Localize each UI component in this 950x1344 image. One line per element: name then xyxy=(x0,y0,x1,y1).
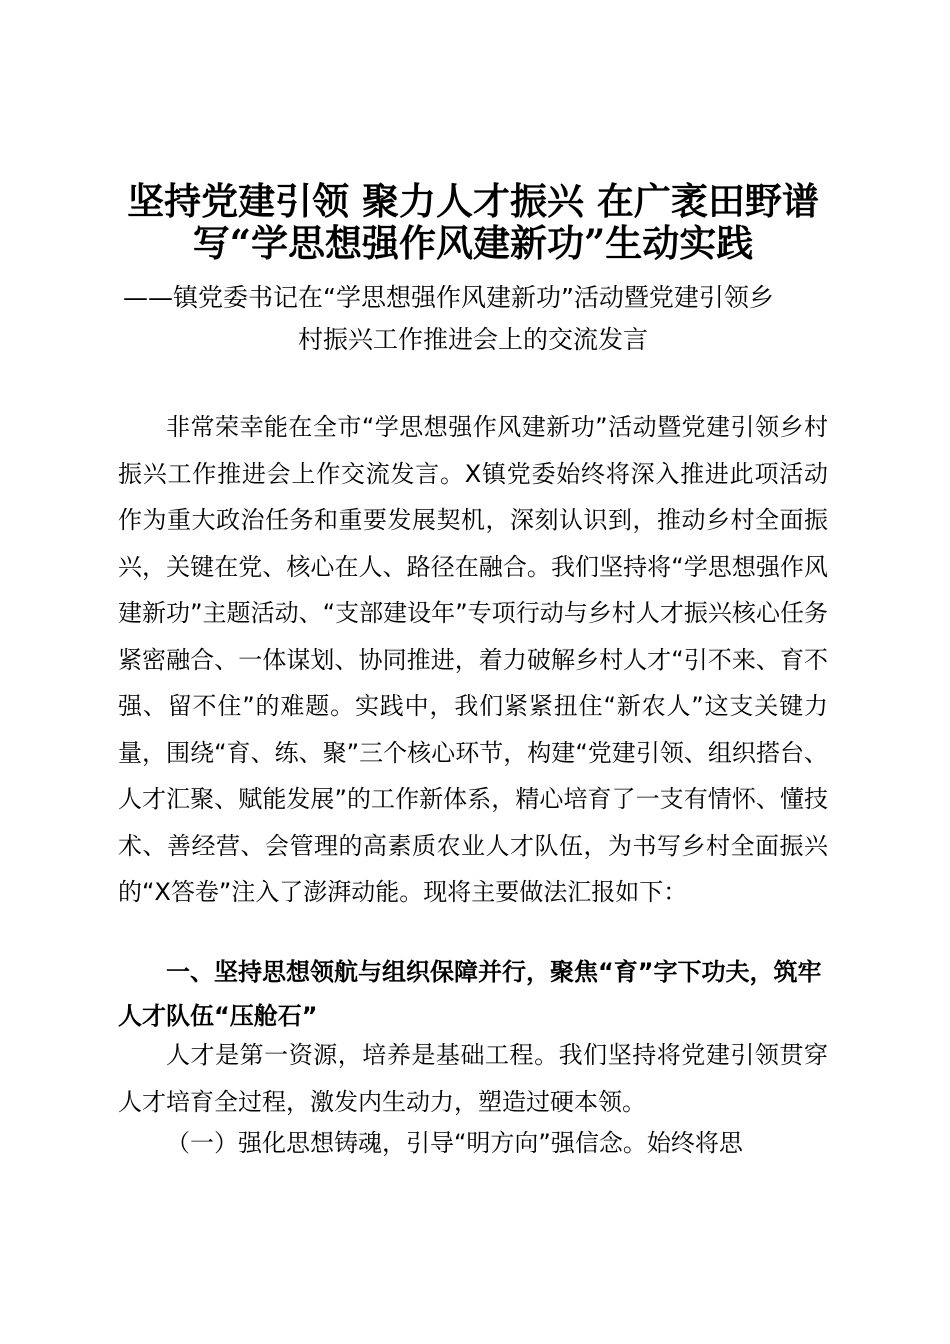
section-1-paragraph: 人才是第一资源，培养是基础工程。我们坚持将党建引领贯穿人才培育全过程，激发内生动力，塑造过硬本领。 xyxy=(118,1041,828,1116)
subsection-1-paragraph: （一）强化思想铸魂，引导“明方向”强信念。始终将思 xyxy=(166,1129,743,1157)
document-subtitle-line-1: ——镇党委书记在“学思想强作风建新功”活动暨党建引领乡 xyxy=(123,283,774,312)
document-title-line-2: 写“学思想强作风建新功”生动实践 xyxy=(192,221,754,265)
section-1-heading: 一、坚持思想领航与组织保障并行，聚焦“育”字下功夫，筑牢人才队伍“压舱石” xyxy=(118,958,822,1030)
document-subtitle-line-2: 村振兴工作推进会上的交流发言 xyxy=(297,325,648,354)
document-page xyxy=(118,0,828,1344)
document-title-line-1: 坚持党建引领 聚力人才振兴 在广袤田野谱 xyxy=(127,179,819,223)
intro-paragraph: 非常荣幸能在全市“学思想强作风建新功”活动暨党建引领乡村振兴工作推进会上作交流发言。X镇党委始终将深入推进此项活动作为重大政治任务和重要发展契机，深刻认识到，推动乡村全面振兴，关键在党、核心在人、路径在融合。我们坚持将“学思想强作风建新功”主题活动、“支部建设年”专项行动与乡村人才振兴核心任务紧密融合、一体谋划、协同推进，着力破解乡村人才“引不来、育不强、留不住”的难题。实践中，我们紧紧扭住“新农人”这支关键力量，围绕“育、练、聚”三个核心环节，构建“党建引领、组织搭台、人才汇聚、赋能发展”的工作新体系，精心培育了一支有情怀、懂技术、善经营、会管理的高素质农业人才队伍，为书写乡村全面振兴的“X答卷”注入了澎湃动能。现将主要做法汇报如下： xyxy=(118,413,828,906)
